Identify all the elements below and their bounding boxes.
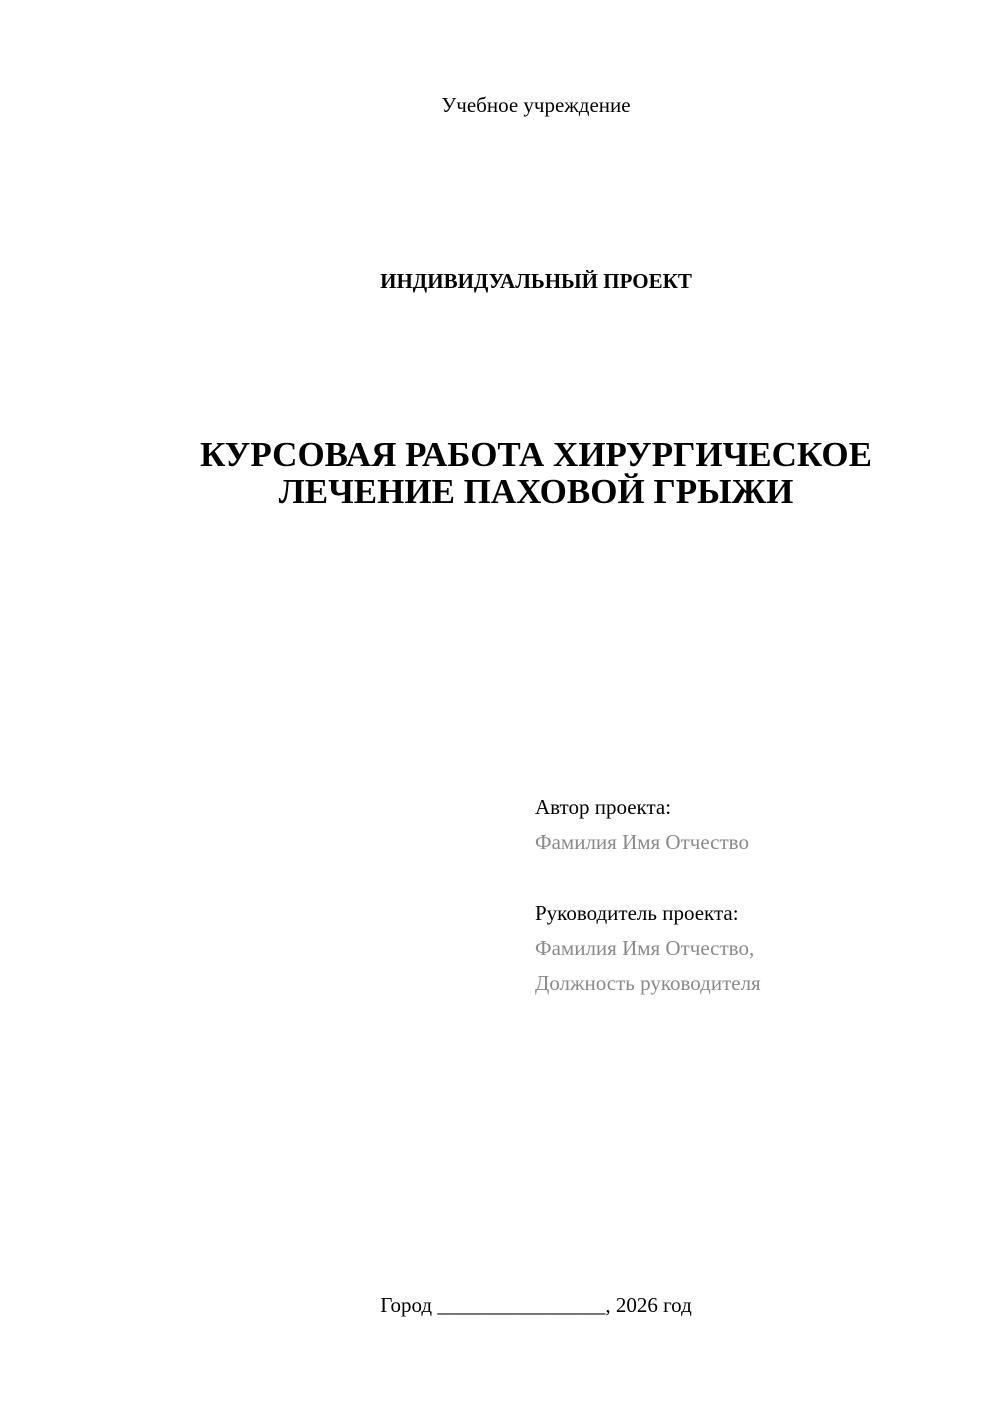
- supervisor-position: Должность руководителя: [535, 971, 761, 995]
- info-spacer: [535, 860, 975, 896]
- institution-name: Учебное учреждение: [441, 93, 631, 117]
- supervisor-label: Руководитель проекта:: [535, 901, 739, 925]
- title-line-2: ЛЕЧЕНИЕ ПАХОВОЙ ГРЫЖИ: [278, 472, 794, 511]
- title-line-1: КУРСОВАЯ РАБОТА ХИРУРГИЧЕСКОЕ: [200, 435, 872, 474]
- author-name: Фамилия Имя Отчество: [535, 830, 749, 854]
- document-title: [0, 436, 1000, 510]
- project-info-block: [535, 790, 975, 1001]
- supervisor-name: Фамилия Имя Отчество,: [535, 936, 755, 960]
- city-year-footer: Город ________________, 2026 год: [380, 1293, 692, 1317]
- document-type: ИНДИВИДУАЛЬНЫЙ ПРОЕКТ: [380, 269, 692, 293]
- author-label: Автор проекта:: [535, 795, 672, 819]
